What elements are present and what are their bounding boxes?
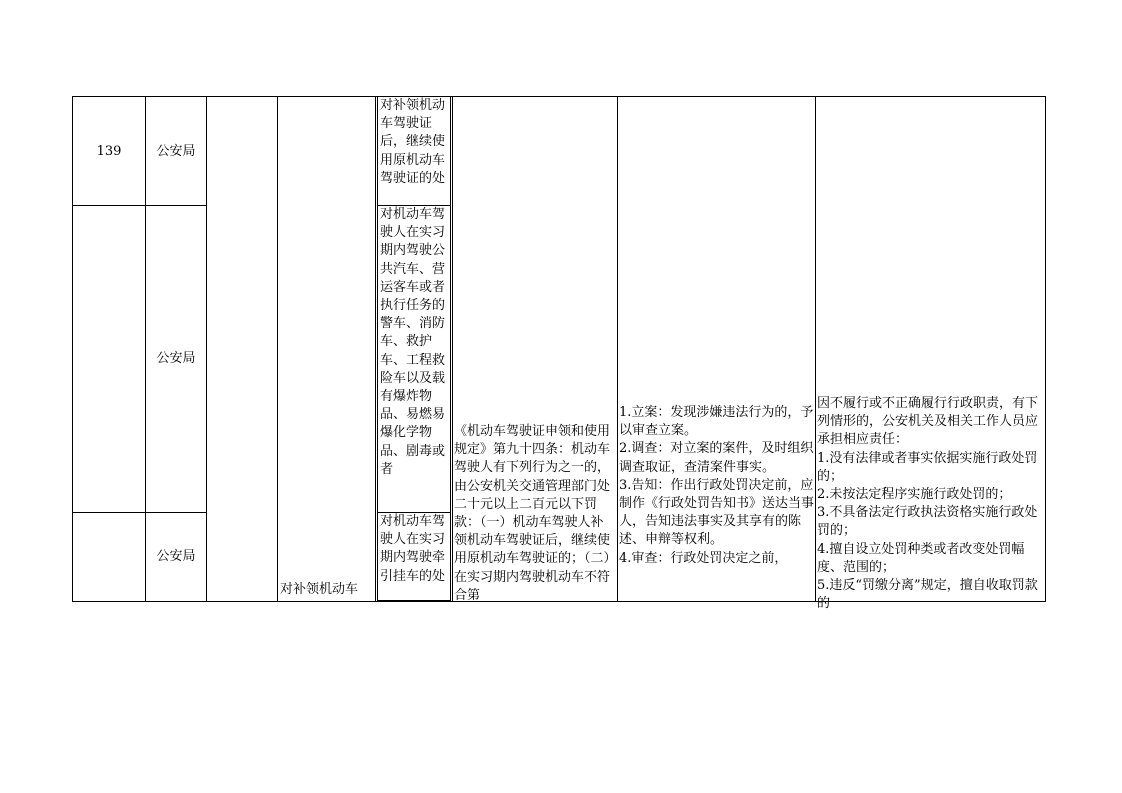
col-line: [815, 96, 816, 602]
col-line: [206, 96, 207, 602]
table-bottom-border: [72, 601, 1046, 602]
col-line: [617, 96, 618, 602]
row-number: 139: [96, 144, 122, 159]
row-line: [72, 205, 206, 206]
department-cell: 公安局: [156, 144, 196, 159]
col-line: [145, 96, 146, 602]
sub-item-cell: 对补领机动车驾驶证后，继续使用原机动车驾驶证的处: [380, 98, 446, 186]
legal-basis-cell: 《机动车驾驶证申领和使用规定》第九十四条：机动车驾驶人有下列行为之一的，由公安机关交通管理部门处二十元以上二百元以下罚款：（一）机动车驾驶人补领机动车驾驶证后，继续使用原机动车驾驶证的；（二）在实习期内驾驶机动车不符合第: [454, 424, 611, 603]
col-line: [452, 96, 453, 602]
col-line: [1045, 96, 1046, 602]
item-name-cell: 对补领机动车: [280, 582, 359, 597]
col-line: [72, 96, 73, 602]
subitem-box-line: [450, 97, 451, 601]
col-line: [375, 96, 376, 602]
process-cell: 1.立案：发现涉嫌违法行为的，予以审查立案。 2.调查：对立案的案件，及时组织调查取证，查清案件事实。 3.告知：作出行政处罚决定前，应制作《行政处罚告知书》送达当事人，告知违法事实及其享有的陈述、申辩等权利。 4.审查：行政处罚决定之前，: [619, 405, 815, 566]
col-line: [277, 96, 278, 602]
sub-item-cell: 对机动车驾驶人在实习期内驾驶公共汽车、营运客车或者执行任务的警车、消防车、救护车、工程救险车以及载有爆炸物品、易燃易爆化学物品、剧毒或者: [380, 207, 446, 477]
row-line: [377, 600, 451, 601]
table-top-border: [72, 96, 1046, 97]
subitem-box-line: [377, 97, 378, 601]
department-cell: 公安局: [156, 549, 196, 564]
department-cell: 公安局: [156, 351, 196, 366]
row-line: [72, 512, 206, 513]
liability-cell: 因不履行或不正确履行行政职责，有下列情形的，公安机关及相关工作人员应承担相应责任： 1.没有法律或者事实依据实施行政处罚的； 2.未按法定程序实施行政处罚的； 3.不具备法定行政执法资格实施行政处罚的； 4.擅自设立处罚种类或者改变处罚幅度、范围的； 5.违反“罚缴分离”规定，擅自收取罚款的: [817, 396, 1039, 612]
sub-item-cell: 对机动车驾驶人在实习期内驾驶牵引挂车的处: [380, 514, 446, 584]
